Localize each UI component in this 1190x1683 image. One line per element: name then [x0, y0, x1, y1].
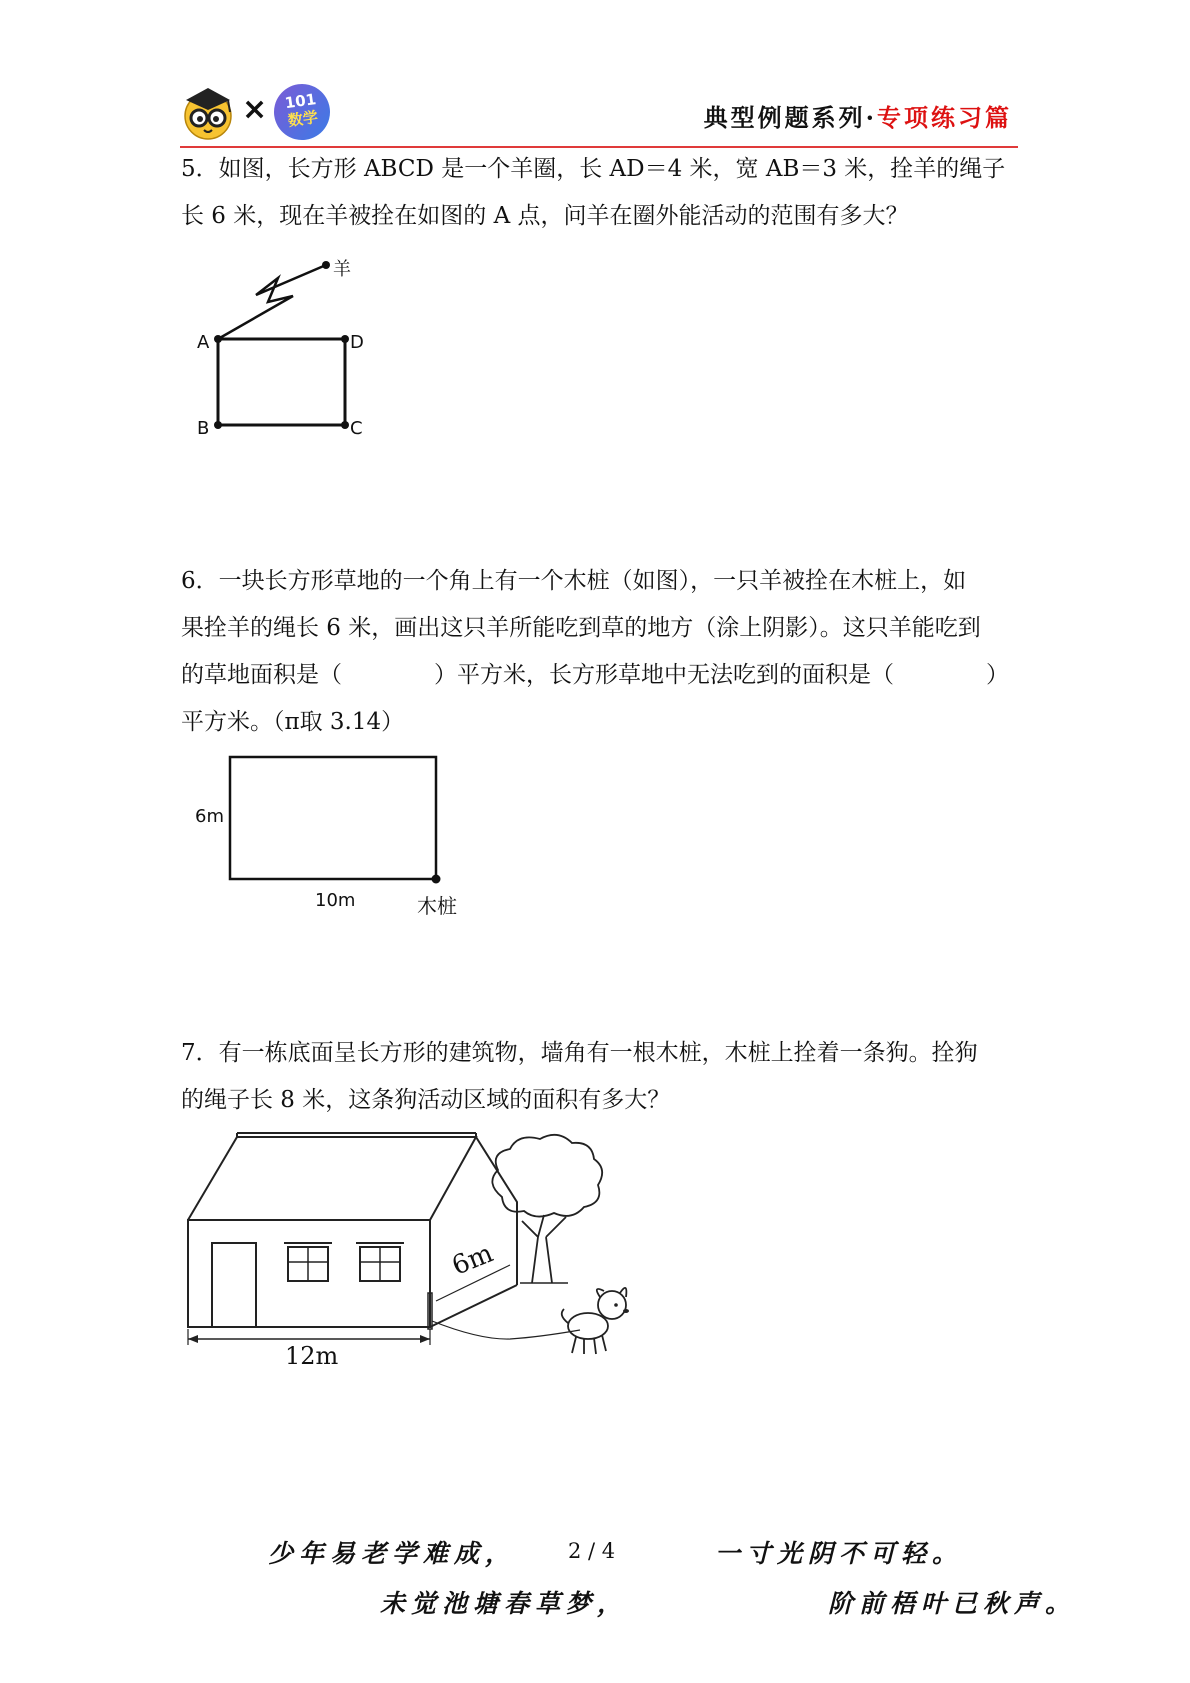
- q5-line-1: 5．如图，长方形 ABCD 是一个羊圈，长 AD＝4 米，宽 AB＝3 米，拴羊的绳子: [181, 156, 1006, 182]
- question-5: [181, 146, 1021, 240]
- page-number: 2 / 4: [568, 1539, 616, 1563]
- question-7: [181, 1030, 1021, 1124]
- q7-line-1: 7．有一栋底面呈长方形的建筑物，墙角有一根木桩，木桩上拴着一条狗。拴狗: [181, 1040, 978, 1066]
- poem-line-2: 一寸光阴不可轻。: [715, 1539, 964, 1568]
- height-6m-label: 6m: [195, 806, 224, 827]
- stake-label: 木桩: [417, 894, 457, 918]
- sheep-label: 羊: [333, 259, 351, 280]
- q7-line-2: 的绳子长 8 米，这条狗活动区域的面积有多大？: [181, 1087, 671, 1113]
- poem-line-4: 阶前梧叶已秋声。: [828, 1589, 1077, 1618]
- front-12m-label: 12m: [285, 1342, 339, 1370]
- logo-text-top: 101: [283, 90, 318, 113]
- grassland-rectangle: [228, 755, 440, 885]
- poem-line-1: 少年易老学难成，: [268, 1539, 517, 1568]
- series-title-main: 典型例题系列·: [703, 103, 877, 132]
- 101-math-logo: [270, 80, 333, 143]
- q6-line-1: 6．一块长方形草地的一个角上有一个木桩（如图），一只羊被拴在木桩上，如: [181, 568, 967, 594]
- q6-line-2: 果拴羊的绳长 6 米，画出这只羊所能吃到草的地方（涂上阴影）。这只羊能吃到: [181, 615, 981, 641]
- owl-logo-icon: [180, 84, 236, 140]
- width-10m-label: 10m: [315, 890, 356, 911]
- q6-line-4: 平方米。（π取 3.14）: [181, 709, 405, 735]
- point-a-label: A: [197, 332, 210, 353]
- logo-text-bottom: 数学: [286, 107, 320, 130]
- series-title: [704, 98, 1012, 133]
- q5-line-2: 长 6 米，现在羊被拴在如图的 A 点，问羊在圈外能活动的范围有多大？: [181, 203, 909, 229]
- question-6: [181, 558, 1021, 746]
- series-title-highlight: 专项练习篇: [877, 103, 1012, 132]
- point-c-label: C: [350, 418, 363, 439]
- point-b-label: B: [197, 418, 210, 439]
- poem-line-3: 未觉池塘春草梦，: [380, 1589, 629, 1618]
- times-symbol: ×: [242, 92, 268, 127]
- q6-line-3: 的草地面积是（ ）平方米，长方形草地中无法吃到的面积是（ ）: [181, 662, 1009, 688]
- house-dog-diagram: [180, 1125, 640, 1375]
- side-6m-label: 6m: [447, 1238, 498, 1282]
- point-d-label: D: [350, 332, 364, 353]
